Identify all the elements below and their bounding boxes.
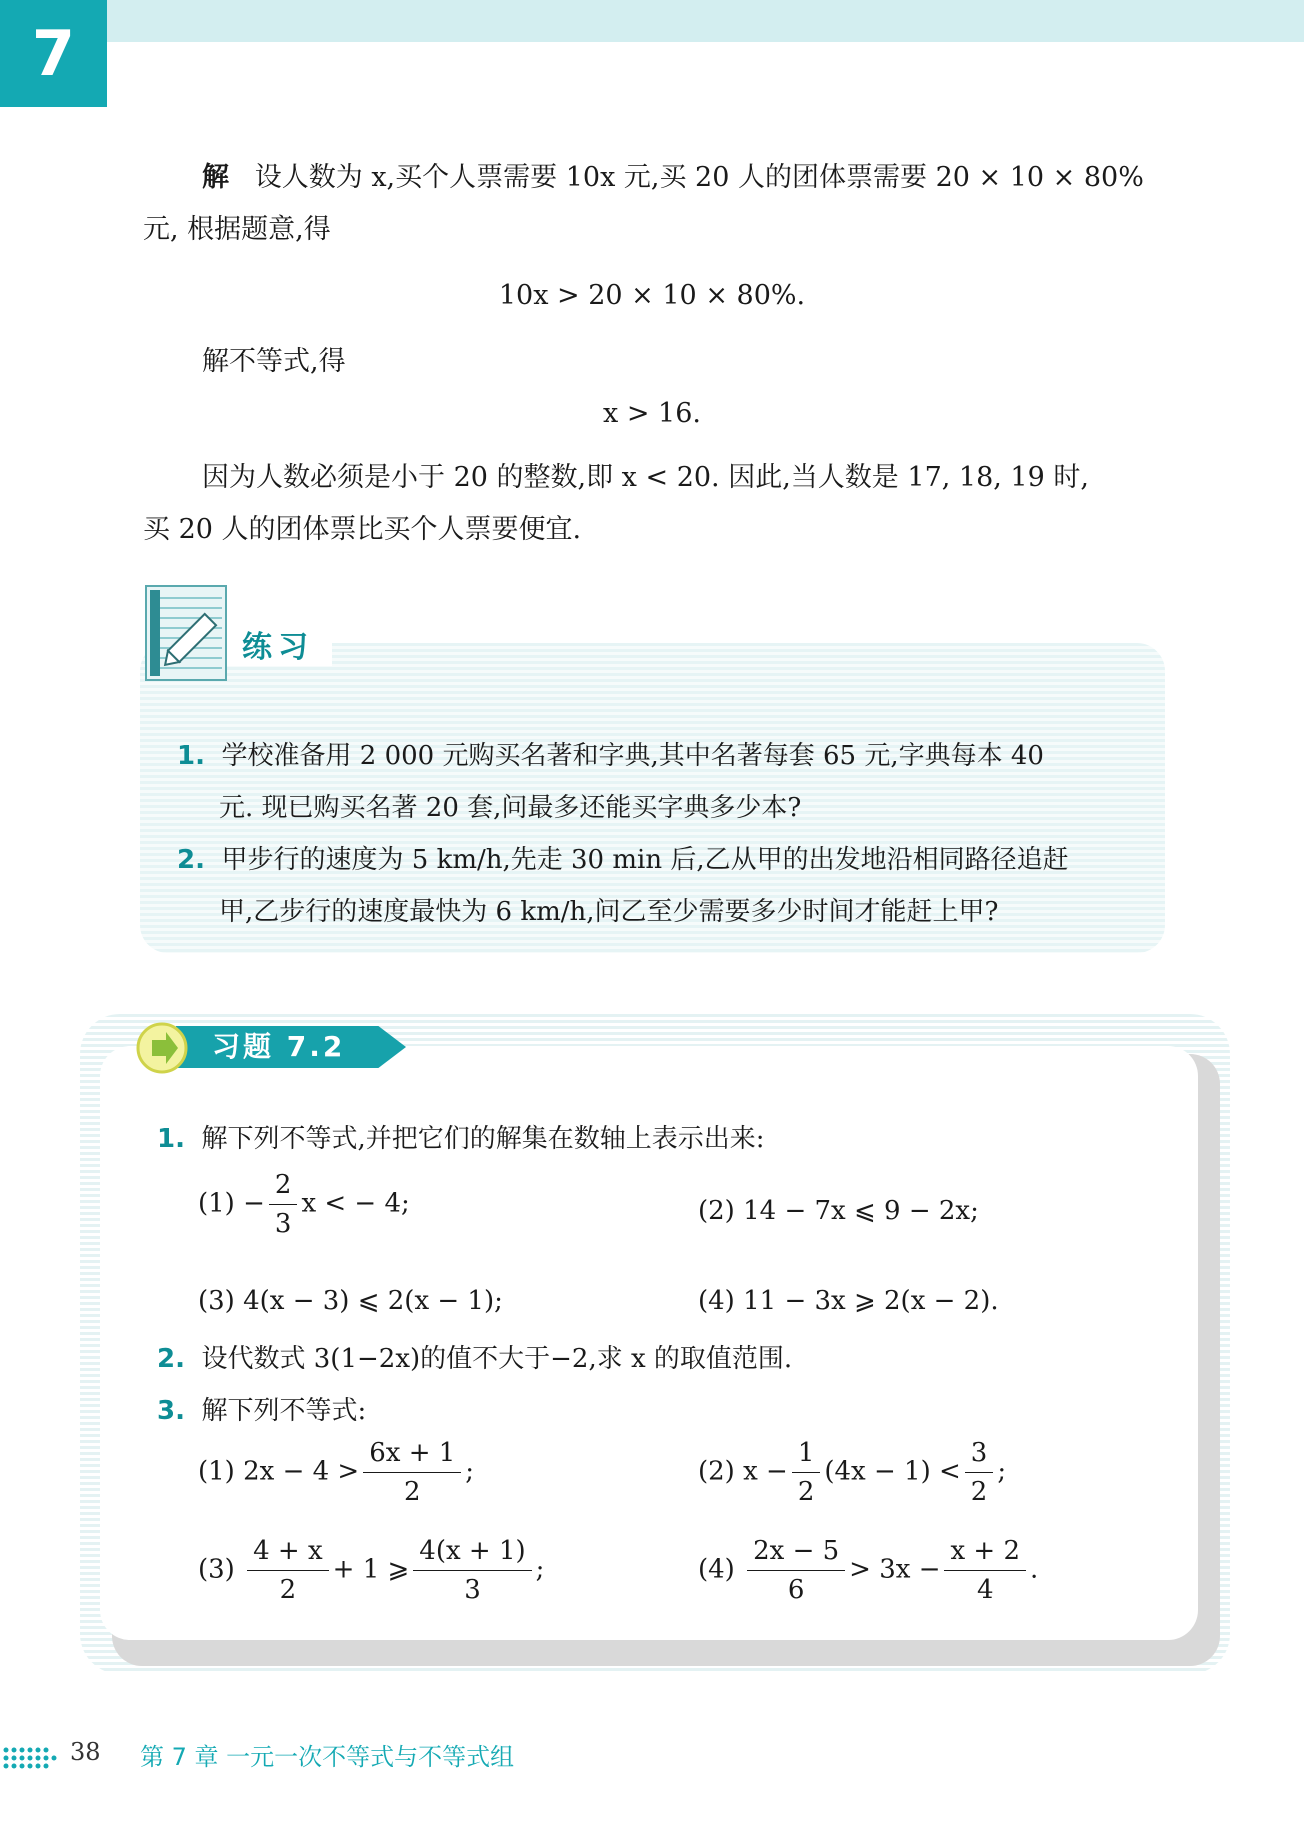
question-2: 2. 设代数式 3(1−2x)的值不大于−2,求 x 的取值范围. [157,1344,793,1374]
notebook-pencil-icon [144,584,230,684]
fraction: $\frac{6x + 1}{2}$ [363,1438,461,1507]
arrow-circle-icon [134,1020,190,1076]
page-number: 38 [70,1738,101,1766]
inequality-2: x > 16. [603,398,701,429]
practice-item-1: 1. 学校准备用 2 000 元购买名著和字典,其中名著每套 65 元,字典每本 40 元. 现已购买名著 20 套,问最多还能买字典多少本? [177,741,1044,823]
practice-title: 练习 [242,630,314,665]
q3-part-3: (3) $\frac{4 + x}{2}$ + 1 ⩾ $\frac{4(x + 1)}{3}$ ; [198,1536,545,1605]
question-3: 3. 解下列不等式: [157,1396,367,1426]
fraction: $\frac{3}{2}$ [965,1438,994,1507]
practice-item-2: 2. 甲步行的速度为 5 km/h,先走 30 min 后,乙从甲的出发地沿相同路径追赶 甲,乙步行的速度最快为 6 km/h,问乙至少需要多少时间才能赶上甲? [177,845,1069,927]
q1-part-3: (3) 4(x − 3) ⩽ 2(x − 1); [198,1286,503,1316]
chapter-title: 第 7 章 一元一次不等式与不等式组 [140,1743,515,1771]
q3-part-4: (4) $\frac{2x - 5}{6}$ > 3x − $\frac{x + 2}{4}$ . [698,1536,1039,1605]
solution-line-4: 因为人数必须是小于 20 的整数,即 x < 20. 因此,当人数是 17, 18, 19 时, [202,462,1089,493]
fraction: $\frac{2}{3}$ [269,1170,298,1239]
solution-label: 解 [202,162,229,193]
solution-line-5: 买 20 人的团体票比买个人票要便宜. [143,514,582,545]
fraction: $\frac{1}{2}$ [792,1438,821,1507]
inequality-1: 10x > 20 × 10 × 80%. [498,280,806,311]
q3-part-2: (2) x − $\frac{1}{2}$ (4x − 1) < $\frac{3}{2}$ ; [698,1438,1007,1507]
header-bar [0,0,1304,42]
chapter-number-badge: 7 [0,0,107,107]
solution-line-3: 解不等式,得 [202,346,346,377]
fraction: $\frac{4 + x}{2}$ [247,1536,329,1605]
question-1: 1. 解下列不等式,并把它们的解集在数轴上表示出来: [157,1124,765,1154]
q1-part-4: (4) 11 − 3x ⩾ 2(x − 2). [698,1286,999,1316]
dots-decoration-icon [2,1742,60,1774]
fraction: $\frac{4(x + 1)}{3}$ [413,1536,531,1605]
solution-line-2: 元, 根据题意,得 [143,214,331,245]
solution-line-1: 解 设人数为 x,买个人票需要 10x 元,买 20 人的团体票需要 20 × 10 × 80% [202,162,1144,193]
q1-part-2: (2) 14 − 7x ⩽ 9 − 2x; [698,1196,979,1226]
exercise-title: 习题 7.2 [212,1030,346,1063]
fraction: $\frac{x + 2}{4}$ [944,1536,1026,1605]
q3-part-1: (1) 2x − 4 > $\frac{6x + 1}{2}$ ; [198,1438,475,1507]
fraction: $\frac{2x - 5}{6}$ [747,1536,845,1605]
q1-part-1: (1) − $\frac{2}{3}$ x < − 4; [198,1170,410,1239]
